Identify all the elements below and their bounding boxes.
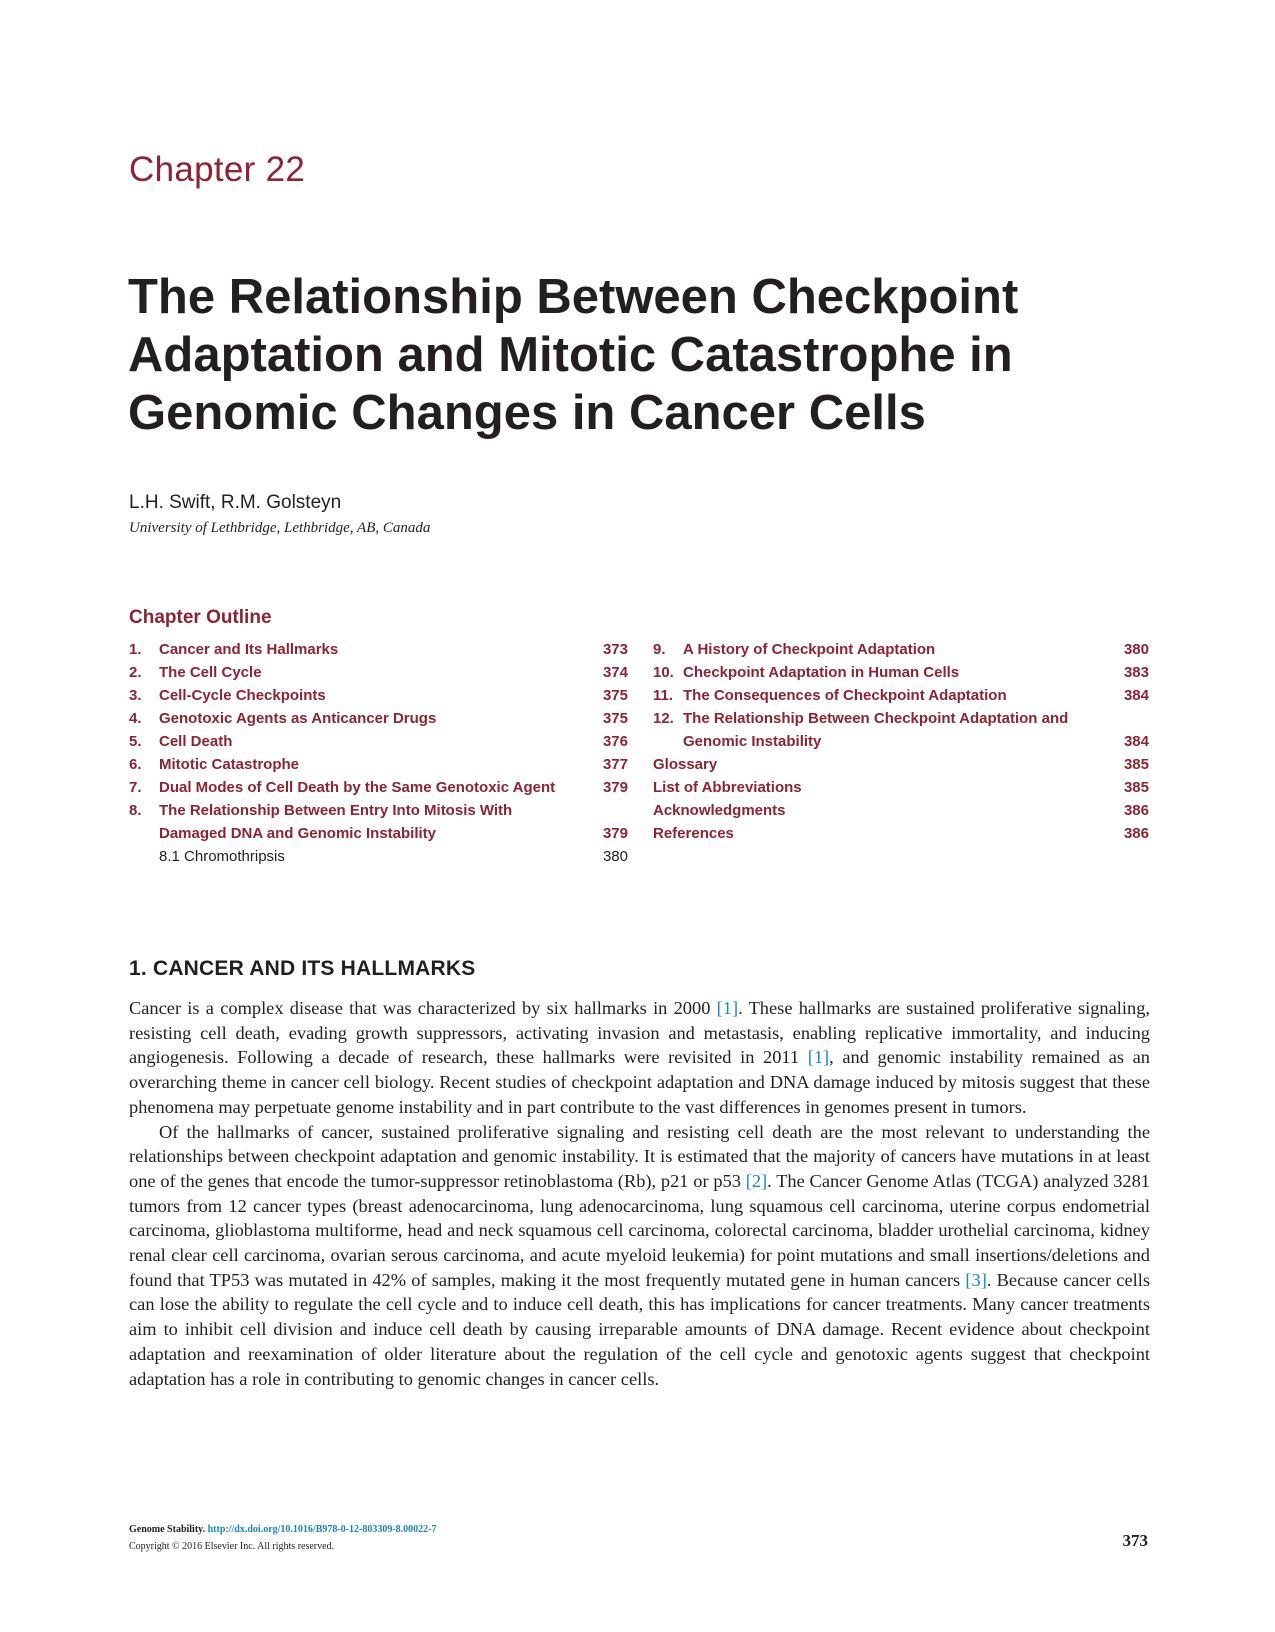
citation-link[interactable]: [2] [745,1170,768,1191]
outline-entry[interactable] [653,730,1149,753]
footer-doi-link[interactable]: http://dx.doi.org/10.1016/B978-0-12-803309-8.00022-7 [207,1524,437,1535]
chapter-title-line: The Relationship Between Checkpoint [128,270,1019,324]
outline-entry-page: 386 [1123,802,1149,819]
outline-entry-page: 377 [602,756,628,773]
outline-entry-page: 379 [602,825,628,842]
outline-entry-number: 1. [129,641,142,658]
paragraph-text: . These hallmarks are sustained proliferative signaling, resisting cell death, evading growth suppressors, activating invasion and metastasis, enabling replicative immortality, and inducing angiogenesis. Following a decade of research, these hallmarks were revisited in 2011 [129,998,1150,1068]
outline-entry-number: 4. [129,710,142,727]
outline-entry-title: Glossary [653,756,718,773]
outline-entry-page: 384 [1123,687,1149,704]
citation-link[interactable]: [1] [716,998,739,1018]
outline-entry-page: 375 [602,710,628,727]
outline-entry[interactable] [653,753,1149,776]
outline-entry-title: Acknowledgments [653,802,786,819]
chapter-title-line: Adaptation and Mitotic Catastrophe in [128,328,1013,382]
outline-entry-page: 383 [1123,664,1149,681]
citation-link[interactable]: [1] [807,1047,830,1068]
outline-entry-title: Mitotic Catastrophe [159,756,300,773]
outline-entry-title: Cell Death [159,733,233,750]
outline-entry-number: 3. [129,687,142,704]
outline-entry-page: 384 [1123,733,1149,750]
paragraph-text: . Because cancer cells can lose the ability to regulate the cell cycle and to induce cell death, this has implications for cancer treatments. Many cancer treatments aim to inhibit cell division and induce cell death by causing irreparable amounts of DNA damage. Recent evidence about checkpoint adaptation and reexamination of older literature about the regulation of the cell cycle and genotoxic agents suggest that checkpoint adaptation has a role in contributing to genomic changes in cancer cells. [129,1269,1150,1389]
outline-entry-title: References [653,825,734,842]
outline-entry-title: Cancer and Its Hallmarks [159,641,339,658]
outline-entry-title: Genotoxic Agents as Anticancer Drugs [159,710,437,727]
outline-entry-number: 2. [129,664,142,681]
outline-entry-title: 8.1 Chromothripsis [159,848,285,865]
outline-entry-title: The Consequences of Checkpoint Adaptation [683,687,1007,704]
paragraph-text: , and genomic instability remained as an overarching theme in cancer cell biology. Recent studies of checkpoint adaptation and DNA damage induced by mitosis suggest that these phenomena may perpetuate genome instability and in part contribute to the vast differences in genomes present in tumors. [129,1047,1150,1117]
outline-entry[interactable] [129,753,628,776]
outline-entry-number: 10. [653,664,674,681]
outline-entry-number: 7. [129,779,142,796]
outline-entry[interactable] [653,707,1149,730]
outline-entry-page: 376 [602,733,628,750]
outline-column-left [129,638,628,868]
body-paragraph [129,1120,1150,1392]
outline-entry-page: 385 [1123,779,1149,796]
footer-citation [129,1524,437,1535]
section-heading: 1. CANCER AND ITS HALLMARKS [129,957,476,980]
outline-subentry[interactable] [129,845,628,868]
citation-link[interactable]: [3] [965,1269,987,1290]
outline-entry[interactable] [129,822,628,845]
outline-entry-page: 375 [602,687,628,704]
footer-copyright: Copyright © 2016 Elsevier Inc. All rights reserved. [129,1541,335,1552]
outline-entry-page: 385 [1123,756,1149,773]
outline-entry[interactable] [129,730,628,753]
outline-entry-title: The Cell Cycle [159,664,262,681]
outline-entry-title: Genomic Instability [683,733,822,750]
outline-entry-page: 380 [1123,641,1149,658]
outline-entry[interactable] [653,661,1149,684]
outline-entry[interactable] [653,638,1149,661]
outline-entry-page: 374 [602,664,628,681]
outline-entry[interactable] [129,776,628,799]
outline-entry-title: A History of Checkpoint Adaptation [683,641,936,658]
outline-entry-page: 380 [602,848,628,865]
outline-entry[interactable] [129,707,628,730]
chapter-title-line: Genomic Changes in Cancer Cells [128,386,926,440]
body-text [129,996,1150,1391]
outline-entry-title: The Relationship Between Entry Into Mitosis With [159,802,513,819]
authors: L.H. Swift, R.M. Golsteyn [129,492,342,513]
paragraph-text: . The Cancer Genome Atlas (TCGA) analyzed 3281 tumors from 12 cancer types (breast adenocarcinoma, lung adenocarcinoma, lung squamous cell carcinoma, uterine corpus endometrial carcinoma, glioblastoma multiforme, head and neck squamous cell carcinoma, colorectal carcinoma, bladder urothelial carcinoma, kidney renal clear cell carcinoma, ovarian serous carcinoma, and acute myeloid leukemia) for point mutations and small insertions/deletions and found that TP53 was mutated in 42% of samples, making it the most frequently mutated gene in human cancers [129,1170,1150,1290]
outline-column-right [653,638,1149,845]
paragraph-text: Cancer is a complex disease that was characterized by six hallmarks in 2000 [129,998,717,1018]
footer-book: Genome Stability. [129,1524,206,1535]
outline-entry-title: Cell-Cycle Checkpoints [159,687,326,704]
body-paragraph [129,996,1150,1120]
outline-entry-number: 8. [129,802,142,819]
outline-entry[interactable] [653,799,1149,822]
outline-entry-number: 9. [653,641,666,658]
outline-entry[interactable] [129,684,628,707]
outline-entry[interactable] [653,822,1149,845]
outline-entry-title: Checkpoint Adaptation in Human Cells [683,664,960,681]
outline-entry[interactable] [653,776,1149,799]
outline-entry[interactable] [129,661,628,684]
outline-entry[interactable] [129,799,628,822]
paragraph-text: Of the hallmarks of cancer, sustained proliferative signaling and resisting cell death are the most relevant to understanding the relationships between checkpoint adaptation and genomic instability. It is estimated that the majority of cancers have mutations in at least one of the genes that encode the tumor-suppressor retinoblastoma (Rb), p21 or p53 [129,1121,1150,1191]
outline-entry-number: 11. [653,687,674,704]
affiliation: University of Lethbridge, Lethbridge, AB, Canada [129,520,431,536]
outline-entry-page: 373 [602,641,628,658]
outline-heading: Chapter Outline [129,607,272,628]
chapter-title [128,268,1168,442]
outline-entry[interactable] [653,684,1149,707]
page-number: 373 [1122,1531,1148,1550]
outline-entry-page: 379 [602,779,628,796]
outline-entry-title: The Relationship Between Checkpoint Adaptation and [683,710,1069,727]
outline-entry-number: 5. [129,733,142,750]
chapter-label: Chapter 22 [129,150,306,189]
outline-entry-title: Dual Modes of Cell Death by the Same Genotoxic Agent [159,779,556,796]
outline-entry-title: List of Abbreviations [653,779,802,796]
outline-entry-number: 12. [653,710,674,727]
outline-entry[interactable] [129,638,628,661]
outline-entry-number: 6. [129,756,142,773]
outline-entry-page: 386 [1123,825,1149,842]
outline-entry-title: Damaged DNA and Genomic Instability [159,825,436,842]
